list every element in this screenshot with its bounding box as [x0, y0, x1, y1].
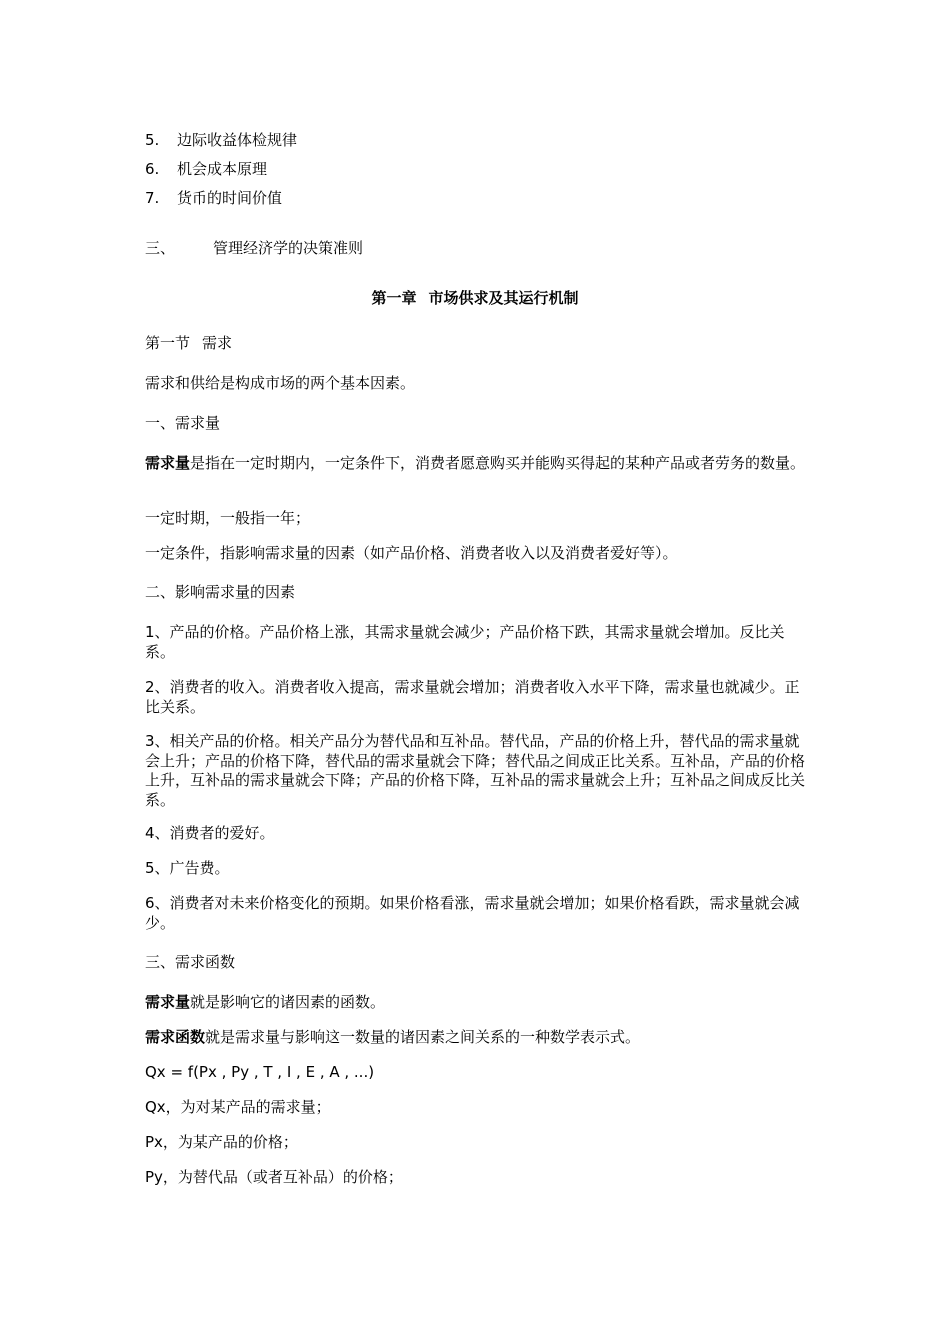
chapter-title: [0, 289, 950, 309]
paragraph: [145, 454, 810, 474]
list-item: [145, 160, 810, 180]
paragraph: 6、消费者对未来价格变化的预期。如果价格看涨，需求量就会增加；如果价格看跌，需求量就会减少。: [145, 894, 800, 932]
definition-text: 就是需求量与影响这一数量的诸因素之间关系的一种数学表示式。: [205, 1028, 641, 1046]
list-number: 7.: [145, 189, 160, 207]
term: 需求函数: [145, 1028, 206, 1046]
paragraph: [145, 993, 810, 1013]
definition-text: 就是影响它的诸因素的函数。: [190, 993, 386, 1011]
list-text: 货币的时间价值: [177, 189, 283, 207]
paragraph: 一定条件，指影响需求量的因素（如产品价格、消费者收入以及消费者爱好等）。: [145, 544, 678, 562]
list-text: 边际收益体检规律: [177, 131, 298, 149]
variable-definition: Px，为某产品的价格；: [145, 1133, 298, 1151]
section-label: 第一节: [145, 334, 191, 352]
subheading: 二、影响需求量的因素: [145, 583, 296, 601]
term: 需求量: [145, 993, 191, 1011]
paragraph: [145, 1028, 810, 1048]
term: 需求量: [145, 454, 191, 472]
section-title: 管理经济学的决策准则: [213, 239, 364, 257]
subheading: 一、需求量: [145, 414, 221, 432]
list-number: 6.: [145, 160, 160, 178]
paragraph: 2、消费者的收入。消费者收入提高，需求量就会增加；消费者收入水平下降，需求量也就减少。正比关系。: [145, 678, 800, 716]
chapter-name: 市场供求及其运行机制: [428, 289, 579, 307]
list-item: [145, 131, 810, 151]
paragraph: 3、相关产品的价格。相关产品分为替代品和互补品。替代品，产品的价格上升，替代品的需求量就会上升；产品的价格下降，替代品的需求量就会下降；替代品之间成正比关系。互补品，产品的价格上升，互补品的需求量就会下降；产品的价格下降，互补品的需求量就会上升；互补品之间成反比关系。: [145, 732, 806, 809]
list-number: 5.: [145, 131, 160, 149]
variable-definition: Py，为替代品（或者互补品）的价格；: [145, 1168, 403, 1186]
section-number: 三、: [145, 239, 176, 257]
variable-definition: Qx，为对某产品的需求量；: [145, 1098, 331, 1116]
list-item: [145, 189, 810, 209]
definition-text: 是指在一定时期内，一定条件下，消费者愿意购买并能购买得起的某种产品或者劳务的数量。: [190, 454, 806, 472]
paragraph: 1、产品的价格。产品价格上涨，其需求量就会减少；产品价格下跌，其需求量就会增加。反比关系。: [145, 623, 785, 661]
paragraph: 需求和供给是构成市场的两个基本因素。: [145, 374, 416, 392]
section-heading: [145, 239, 810, 259]
list-text: 机会成本原理: [177, 160, 268, 178]
subheading: 三、需求函数: [145, 953, 236, 971]
paragraph: 4、消费者的爱好。: [145, 824, 275, 842]
chapter-label: 第一章: [371, 289, 417, 307]
formula: Qx = f(Px , Py , T , I , E , A , ...): [145, 1063, 375, 1081]
paragraph: 5、广告费。: [145, 859, 230, 877]
section-heading: [145, 334, 810, 354]
paragraph: 一定时期，一般指一年；: [145, 509, 311, 527]
section-title: 需求: [202, 334, 233, 352]
